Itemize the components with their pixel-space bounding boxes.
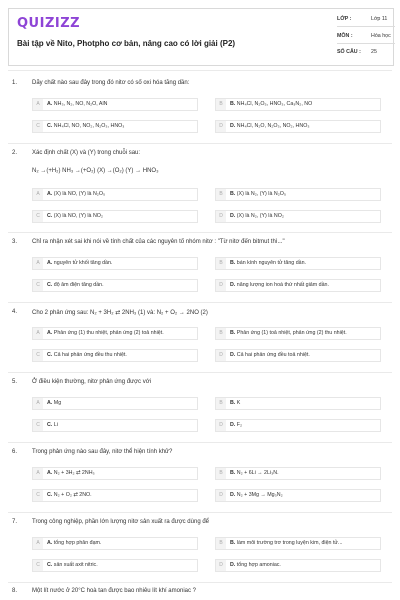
option-d[interactable] xyxy=(215,120,381,133)
option-text: (X) là N₂, (Y) là NO₂ xyxy=(236,213,284,219)
option-letter: B xyxy=(216,328,226,339)
question-number: 6. xyxy=(12,449,18,455)
option-d[interactable] xyxy=(215,279,381,292)
option-a[interactable] xyxy=(32,188,198,201)
option-label: A. xyxy=(47,330,53,336)
option-text: N₂ + 3H₂ ⇄ 2NH₃ xyxy=(53,470,95,476)
question-number: 2. xyxy=(12,150,18,156)
option-label: A. xyxy=(47,540,53,546)
option-label: B. xyxy=(230,260,236,266)
option-a[interactable] xyxy=(32,537,198,550)
option-c[interactable] xyxy=(32,279,198,292)
option-label: D. xyxy=(230,213,236,219)
option-letter: D xyxy=(216,490,226,501)
option-c[interactable] xyxy=(32,120,198,133)
class-label: LỚP : xyxy=(337,16,352,22)
option-b[interactable] xyxy=(215,537,381,550)
option-letter: D xyxy=(216,280,226,291)
option-label: C. xyxy=(47,213,53,219)
option-a[interactable] xyxy=(32,467,198,480)
option-label: B. xyxy=(230,400,236,406)
question-text: Một lít nước ở 20°C hoà tan được bao nhiêu lít khí amoniac ? xyxy=(32,588,196,594)
question-text: Xác định chất (X) và (Y) trong chuỗi sau: xyxy=(32,150,141,156)
option-letter: C xyxy=(33,121,43,132)
option-text: nguyên tử khối tăng dần. xyxy=(53,260,113,266)
option-letter: C xyxy=(33,211,43,222)
question-text: Trong phản ứng nào sau đây, nitơ thể hiện tính khử? xyxy=(32,449,173,455)
option-text: bán kính nguyên tử tăng dần. xyxy=(236,260,307,266)
option-d[interactable] xyxy=(215,559,381,572)
quizizz-logo: QUIZIZZ xyxy=(17,16,81,31)
option-c[interactable] xyxy=(32,559,198,572)
option-letter: B xyxy=(216,398,226,409)
option-label: D. xyxy=(230,562,236,568)
option-letter: A xyxy=(33,468,43,479)
divider xyxy=(337,43,395,44)
option-letter: A xyxy=(33,398,43,409)
option-label: B. xyxy=(230,330,236,336)
option-label: C. xyxy=(47,123,53,129)
option-b[interactable] xyxy=(215,327,381,340)
option-text: tổng hợp amoniac. xyxy=(236,562,281,568)
option-label: A. xyxy=(47,260,53,266)
question-number: 4. xyxy=(12,309,18,315)
option-letter: A xyxy=(33,189,43,200)
option-text: Cả hai phản ứng đều thu nhiệt. xyxy=(53,352,127,358)
question-number: 8. xyxy=(12,588,18,594)
worksheet-title: Bài tập về Nito, Photpho cơ bản, nâng cao có lời giải (P2) xyxy=(17,39,236,48)
option-letter: B xyxy=(216,99,226,110)
option-text: tổng hợp phân đạm. xyxy=(53,540,102,546)
option-letter: D xyxy=(216,560,226,571)
option-b[interactable] xyxy=(215,467,381,480)
divider xyxy=(8,442,392,443)
question-number: 1. xyxy=(12,80,18,86)
divider xyxy=(337,26,395,27)
question-text: Dãy chất nào sau đây trong đó nitơ có số oxi hóa tăng dần: xyxy=(32,80,190,86)
option-letter: B xyxy=(216,258,226,269)
divider xyxy=(8,582,392,583)
option-text: (X) là NO, (Y) là NO₂ xyxy=(53,213,103,219)
divider xyxy=(8,512,392,513)
option-letter: C xyxy=(33,490,43,501)
option-letter: C xyxy=(33,350,43,361)
option-label: C. xyxy=(47,492,53,498)
divider xyxy=(8,70,392,71)
option-d[interactable] xyxy=(215,349,381,362)
option-letter: B xyxy=(216,189,226,200)
option-text: Mg xyxy=(53,400,62,406)
option-label: D. xyxy=(230,492,236,498)
question-text: Chỉ ra nhận xét sai khi nói về tính chất của các nguyên tố nhóm nitơ : "Từ nitơ đến bitmut thì..." xyxy=(32,239,285,245)
option-label: A. xyxy=(47,470,53,476)
option-text: làm môi trường trơ trong luyện kim, điện tử... xyxy=(236,540,343,546)
option-label: A. xyxy=(47,400,53,406)
reaction-chain: N₂ →(+H₂) NH₃ →(+O₂) (X) →(O₂) (Y) → HNO₃ xyxy=(32,168,159,174)
option-letter: D xyxy=(216,420,226,431)
option-label: C. xyxy=(47,562,53,568)
option-label: D. xyxy=(230,352,236,358)
divider xyxy=(8,143,392,144)
option-text: NH₄Cl, NO, NO₂, N₂O₃, HNO₃ xyxy=(53,123,125,129)
option-letter: A xyxy=(33,99,43,110)
option-text: (X) là NO, (Y) là N₂O₅ xyxy=(53,191,106,197)
option-label: D. xyxy=(230,422,236,428)
option-text: Phản ứng (1) toả nhiệt, phản ứng (2) thu nhiệt. xyxy=(236,330,347,336)
question-number: 3. xyxy=(12,239,18,245)
question-number: 7. xyxy=(12,519,18,525)
option-label: B. xyxy=(230,101,236,107)
option-text: Cả hai phản ứng đều toả nhiệt. xyxy=(236,352,310,358)
option-b[interactable] xyxy=(215,257,381,270)
divider xyxy=(8,232,392,233)
option-a[interactable] xyxy=(32,397,198,410)
option-label: C. xyxy=(47,422,53,428)
option-b[interactable] xyxy=(215,98,381,111)
option-label: C. xyxy=(47,352,53,358)
question-text: Trong công nghiệp, phần lớn lượng nitơ sản xuất ra được dùng để xyxy=(32,519,209,525)
option-d[interactable] xyxy=(215,419,381,432)
option-letter: C xyxy=(33,420,43,431)
class-value: Lớp 11 xyxy=(371,16,388,22)
question-text: Cho 2 phản ứng sau: N₂ + 3H₂ ⇄ 2NH₃ (1) và: N₂ + O₂ → 2NO (2) xyxy=(32,310,208,316)
option-text: N₂ + 3Mg → Mg₃N₂ xyxy=(236,492,283,498)
option-label: B. xyxy=(230,540,236,546)
option-text: sản xuất axit nitric. xyxy=(53,562,98,568)
worksheet-header xyxy=(8,8,394,66)
option-letter: A xyxy=(33,258,43,269)
option-letter: D xyxy=(216,350,226,361)
question-text: Ở điều kiện thường, nitơ phản ứng được với xyxy=(32,379,151,385)
option-text: F₂ xyxy=(236,422,243,428)
option-label: B. xyxy=(230,470,236,476)
divider xyxy=(8,372,392,373)
option-text: NH₄Cl, N₂O, N₂O₃, NO₂, HNO₃ xyxy=(236,123,310,129)
subject-value: Hóa học xyxy=(371,33,391,39)
option-c[interactable] xyxy=(32,419,198,432)
option-c[interactable] xyxy=(32,349,198,362)
question-count-label: SỐ CÂU : xyxy=(337,49,361,55)
option-c[interactable] xyxy=(32,210,198,223)
option-label: A. xyxy=(47,101,53,107)
option-b[interactable] xyxy=(215,397,381,410)
option-letter: C xyxy=(33,280,43,291)
subject-label: MÔN : xyxy=(337,33,353,39)
question-number: 5. xyxy=(12,379,18,385)
option-d[interactable] xyxy=(215,210,381,223)
option-text: N₂ + O₂ ⇄ 2NO. xyxy=(53,492,92,498)
option-letter: B xyxy=(216,468,226,479)
question-count-value: 25 xyxy=(371,49,377,55)
option-text: N₂ + 6Li → 2Li₃N. xyxy=(236,470,279,476)
option-label: B. xyxy=(230,191,236,197)
option-letter: D xyxy=(216,211,226,222)
option-letter: D xyxy=(216,121,226,132)
option-label: D. xyxy=(230,282,236,288)
option-a[interactable] xyxy=(32,98,198,111)
option-text: NH₃, N₂, NO, N₂O, AlN xyxy=(53,101,108,107)
divider xyxy=(8,302,392,303)
option-text: độ âm điện tăng dần. xyxy=(53,282,104,288)
option-label: D. xyxy=(230,123,236,129)
option-text: NH₄Cl, N₂O₅, HNO₃, Ca₃N₂, NO xyxy=(236,101,313,107)
option-label: A. xyxy=(47,191,53,197)
option-text: K xyxy=(236,400,241,406)
option-b[interactable] xyxy=(215,188,381,201)
option-text: (X) là N₂, (Y) là N₂O₅ xyxy=(236,191,287,197)
option-letter: A xyxy=(33,328,43,339)
option-letter: C xyxy=(33,560,43,571)
option-text: Li xyxy=(53,422,58,428)
option-letter: A xyxy=(33,538,43,549)
option-letter: B xyxy=(216,538,226,549)
option-c[interactable] xyxy=(32,489,198,502)
option-text: Phản ứng (1) thu nhiệt, phản ứng (2) toả nhiệt. xyxy=(53,330,164,336)
option-d[interactable] xyxy=(215,489,381,502)
option-text: năng lượng ion hoá thứ nhất giảm dần. xyxy=(236,282,329,288)
option-label: C. xyxy=(47,282,53,288)
option-a[interactable] xyxy=(32,257,198,270)
option-a[interactable] xyxy=(32,327,198,340)
